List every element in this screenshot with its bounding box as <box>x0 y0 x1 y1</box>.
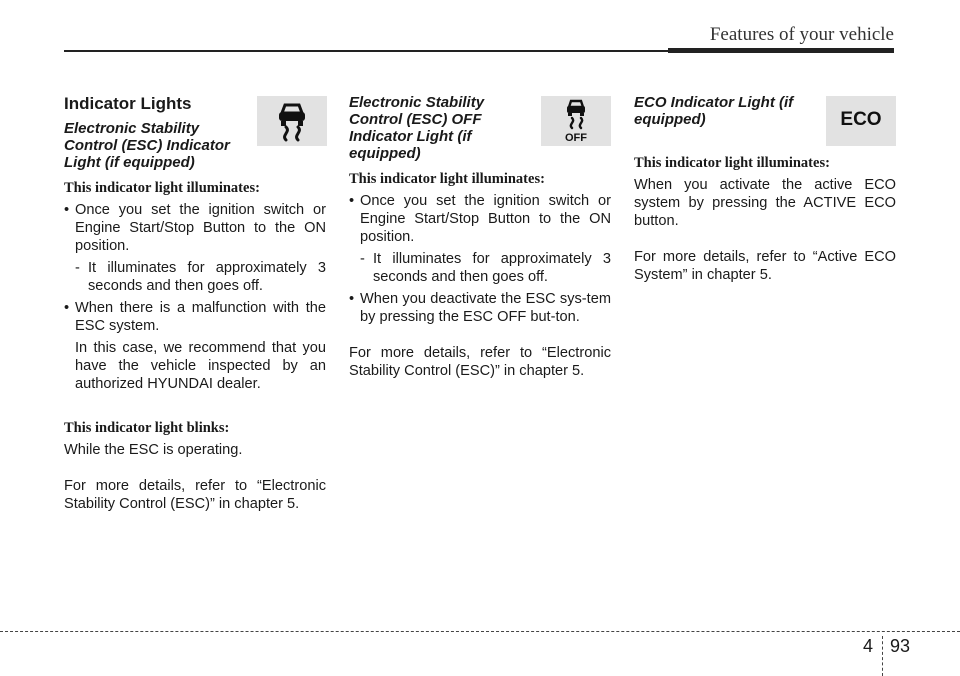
esc-off-skid-car-icon <box>541 96 611 146</box>
reference-paragraph: For more details, refer to “Electronic Stability Control (ESC)” in chapter 5. <box>349 345 611 379</box>
body-paragraph: When you activate the active ECO system by pressing the ACTIVE ECO button. <box>634 177 896 229</box>
section-title: Features of your vehicle <box>709 24 894 45</box>
bullet-item: • Once you set the ignition switch or Engine Start/Stop Button to the ON position. <box>64 201 326 255</box>
page-number: 93 <box>890 636 911 656</box>
body-paragraph: While the ESC is operating. <box>64 442 243 458</box>
header-rule-accent <box>668 48 894 53</box>
page-number-separator <box>882 636 883 676</box>
esc-heading: Electronic Stability Control (ESC) Indicator Light (if equipped) <box>64 120 230 171</box>
svg-text:OFF: OFF <box>565 132 587 144</box>
bullet-item: • Once you set the ignition switch or Engine Start/Stop Button to the ON position. <box>349 192 611 246</box>
dash-item: - It illuminates for approximately 3 seconds and then goes off. <box>360 251 611 285</box>
reference-paragraph: For more details, refer to “Active ECO System” in chapter 5. <box>634 249 896 283</box>
dash-item: - It illuminates for approximately 3 seconds and then goes off. <box>75 260 326 294</box>
illuminates-lead: This indicator light illuminates: <box>349 171 545 187</box>
section-heading: Indicator Lights <box>64 94 192 113</box>
column-esc <box>64 94 326 513</box>
illuminates-lead: This indicator light illuminates: <box>634 155 830 171</box>
eco-icon-label: ECO <box>840 109 882 130</box>
chapter-number: 4 <box>862 636 873 656</box>
eco-indicator-icon <box>826 96 896 146</box>
illuminates-lead: This indicator light illuminates: <box>64 180 260 196</box>
note-paragraph: In this case, we recommend that you have the vehicle inspected by an authorized HYUNDAI dealer. <box>75 340 326 392</box>
esc-skid-car-icon <box>257 96 327 146</box>
bullet-item: • When you deactivate the ESC sys-tem by pressing the ESC OFF but-ton. <box>349 290 611 326</box>
blinks-lead: This indicator light blinks: <box>64 420 230 436</box>
bullet-item: • When there is a malfunction with the ESC system. <box>64 299 326 335</box>
eco-heading: ECO Indicator Light (if equipped) <box>634 94 794 128</box>
footer-rule <box>0 631 960 632</box>
esc-off-heading: Electronic Stability Control (ESC) OFF Indicator Light (if equipped) <box>349 94 485 162</box>
reference-paragraph: For more details, refer to “Electronic Stability Control (ESC)” in chapter 5. <box>64 478 326 512</box>
